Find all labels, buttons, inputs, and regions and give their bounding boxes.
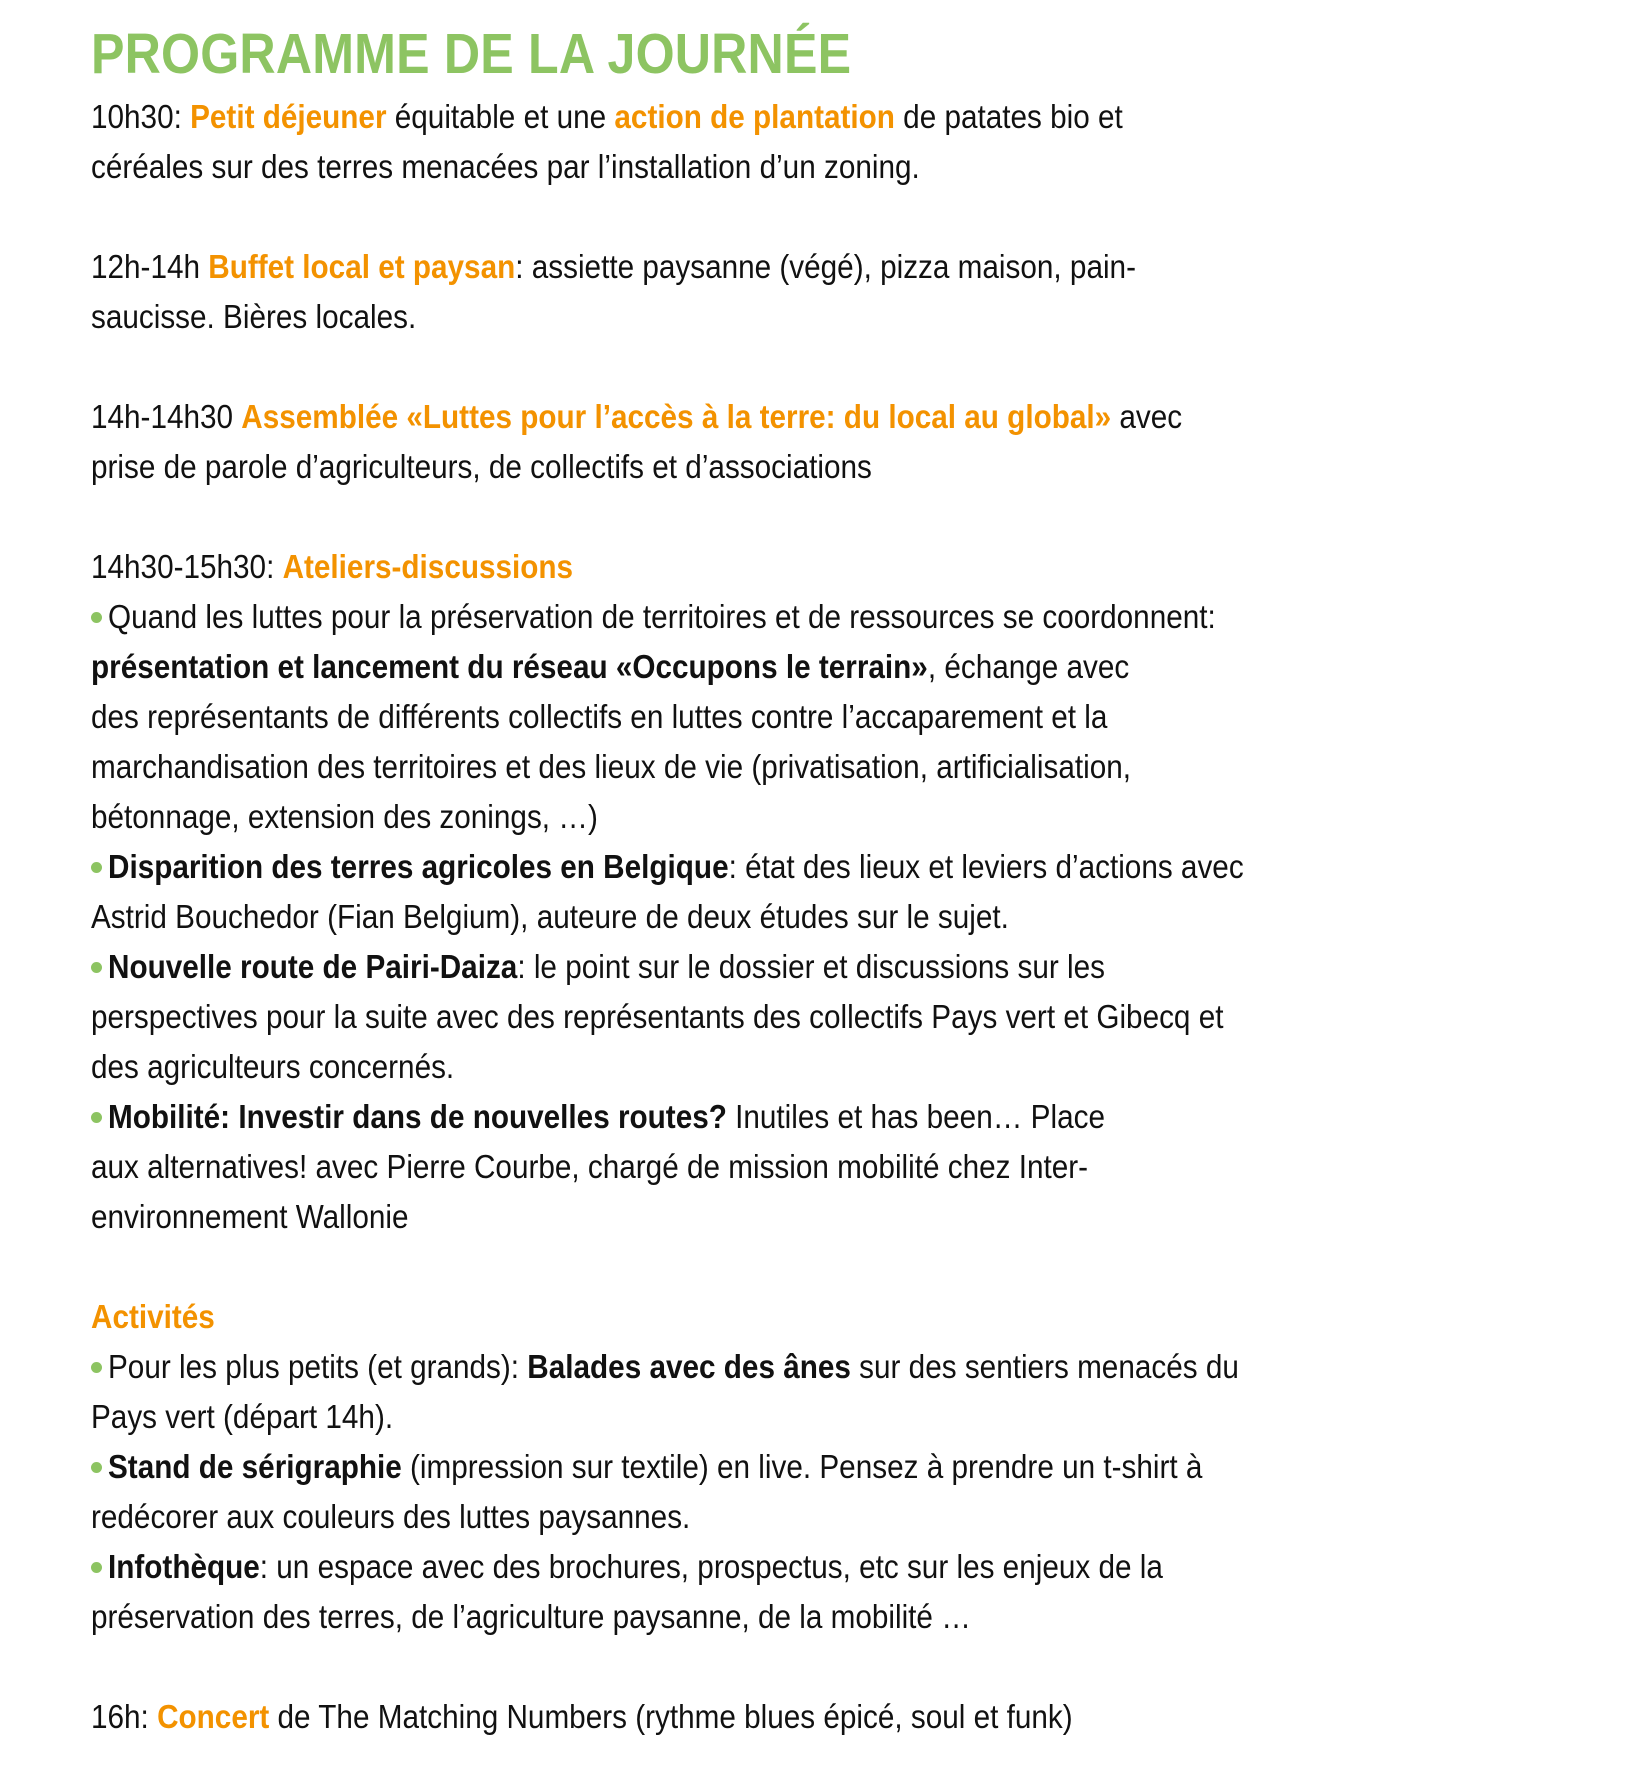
- line-text: [108, 842, 1244, 892]
- body-text: Astrid Bouchedor (Fian Belgium), auteure de deux études sur le sujet.: [91, 898, 1009, 935]
- line-text: [91, 992, 1223, 1042]
- body-text: Pays vert (départ 14h).: [91, 1398, 394, 1435]
- body-text: céréales sur des terres menacées par l’installation d’un zoning.: [91, 148, 920, 185]
- bullet-list-item: [91, 1092, 1591, 1142]
- bullet-list-item: [91, 1342, 1591, 1392]
- bullet-list-item: [91, 1542, 1591, 1592]
- bullet-dot-icon: [91, 1462, 102, 1473]
- body-text: des représentants de différents collectifs en luttes contre l’accaparement et la: [91, 698, 1108, 735]
- body-text: perspectives pour la suite avec des représentants des collectifs Pays vert et Gibecq et: [91, 998, 1224, 1035]
- bullet-list-item: [91, 592, 1591, 642]
- text-line: [91, 442, 1591, 492]
- highlight-orange-text: Activités: [91, 1298, 215, 1335]
- blank-line: [91, 1642, 1591, 1692]
- body-text: : assiette paysanne (végé), pizza maison, pain-: [515, 248, 1136, 285]
- body-text: de The Matching Numbers (rythme blues épicé, soul et funk): [269, 1698, 1073, 1735]
- highlight-orange-text: Concert: [157, 1698, 270, 1735]
- text-line: [91, 1392, 1591, 1442]
- body-text: Quand les luttes pour la préservation de territoires et de ressources se coordonnent:: [108, 598, 1216, 635]
- line-text: [91, 142, 920, 192]
- program-body: [91, 92, 1591, 1742]
- body-text: 12h-14h: [91, 248, 209, 285]
- line-text: [108, 1092, 1105, 1142]
- highlight-orange-text: Petit déjeuner: [190, 98, 387, 135]
- line-text: [91, 642, 1129, 692]
- body-text: saucisse. Bières locales.: [91, 298, 417, 335]
- line-text: [91, 1292, 215, 1342]
- body-text: prise de parole d’agriculteurs, de collectifs et d’associations: [91, 448, 872, 485]
- bullet-dot-icon: [91, 962, 102, 973]
- text-line: [91, 392, 1591, 442]
- line-text: [91, 692, 1107, 742]
- line-text: [91, 242, 1136, 292]
- bold-text: Infothèque: [108, 1548, 260, 1585]
- text-line: [91, 892, 1591, 942]
- body-text: avec: [1111, 398, 1183, 435]
- text-line: [91, 992, 1591, 1042]
- text-line: [91, 1142, 1591, 1192]
- text-line: [91, 1492, 1591, 1542]
- text-line: [91, 1592, 1591, 1642]
- bullet-dot-icon: [91, 1112, 102, 1123]
- body-text: bétonnage, extension des zonings, …): [91, 798, 598, 835]
- body-text: environnement Wallonie: [91, 1198, 409, 1235]
- body-text: 16h:: [91, 1698, 158, 1735]
- text-line: [91, 1692, 1591, 1742]
- text-line: [91, 792, 1591, 842]
- line-text: [91, 442, 872, 492]
- body-text: Inutiles et has been… Place: [726, 1098, 1105, 1135]
- body-text: Pour les plus petits (et grands):: [108, 1348, 528, 1385]
- blank-line: [91, 342, 1591, 392]
- text-line: [91, 542, 1591, 592]
- highlight-orange-text: Assemblée «Luttes pour l’accès à la terre: du local au global»: [241, 398, 1112, 435]
- text-line: [91, 1192, 1591, 1242]
- text-line: [91, 292, 1591, 342]
- line-text: [91, 792, 598, 842]
- body-text: marchandisation des territoires et des lieux de vie (privatisation, artificialisation,: [91, 748, 1131, 785]
- body-text: aux alternatives! avec Pierre Courbe, chargé de mission mobilité chez Inter-: [91, 1148, 1089, 1185]
- line-text: [91, 1692, 1073, 1742]
- body-text: : un espace avec des brochures, prospectus, etc sur les enjeux de la: [259, 1548, 1163, 1585]
- bullet-dot-icon: [91, 612, 102, 623]
- text-line: [91, 642, 1591, 692]
- page-title: PROGRAMME DE LA JOURNÉE: [91, 22, 852, 86]
- line-text: [91, 542, 573, 592]
- body-text: préservation des terres, de l’agriculture paysanne, de la mobilité …: [91, 1598, 971, 1635]
- text-line: [91, 692, 1591, 742]
- line-text: [91, 392, 1182, 442]
- bold-text: Balades avec des ânes: [527, 1348, 851, 1385]
- bold-text: Nouvelle route de Pairi-Daiza: [108, 948, 518, 985]
- line-text: [91, 292, 416, 342]
- line-text: [91, 92, 1123, 142]
- body-text: 14h30-15h30:: [91, 548, 283, 585]
- blank-line: [91, 192, 1591, 242]
- line-text: [108, 1342, 1239, 1392]
- bullet-dot-icon: [91, 862, 102, 873]
- body-text: (impression sur textile) en live. Pensez à prendre un t-shirt à: [401, 1448, 1203, 1485]
- body-text: équitable et une: [386, 98, 615, 135]
- line-text: [91, 742, 1131, 792]
- text-line: [91, 742, 1591, 792]
- blank-line: [91, 1242, 1591, 1292]
- text-line: [91, 142, 1591, 192]
- text-line: [91, 242, 1591, 292]
- body-text: sur des sentiers menacés du: [850, 1348, 1239, 1385]
- body-text: 14h-14h30: [91, 398, 242, 435]
- blank-line: [91, 492, 1591, 542]
- body-text: redécorer aux couleurs des luttes paysannes.: [91, 1498, 691, 1535]
- body-text: : le point sur le dossier et discussions sur les: [517, 948, 1106, 985]
- bullet-list-item: [91, 942, 1591, 992]
- bullet-list-item: [91, 842, 1591, 892]
- line-text: [108, 1542, 1163, 1592]
- text-line: [91, 1292, 1591, 1342]
- line-text: [108, 592, 1216, 642]
- bold-text: Stand de sérigraphie: [108, 1448, 402, 1485]
- text-line: [91, 92, 1591, 142]
- line-text: [91, 1042, 454, 1092]
- line-text: [91, 1592, 971, 1642]
- text-line: [91, 1042, 1591, 1092]
- bold-text: présentation et lancement du réseau «Occupons le terrain»: [91, 648, 928, 685]
- line-text: [91, 1192, 409, 1242]
- bullet-dot-icon: [91, 1362, 102, 1373]
- body-text: 10h30:: [91, 98, 191, 135]
- line-text: [108, 1442, 1202, 1492]
- body-text: de patates bio et: [894, 98, 1123, 135]
- line-text: [91, 1492, 690, 1542]
- bullet-dot-icon: [91, 1562, 102, 1573]
- bold-text: Disparition des terres agricoles en Belgique: [108, 848, 729, 885]
- highlight-orange-text: action de plantation: [614, 98, 895, 135]
- line-text: [91, 1142, 1088, 1192]
- line-text: [91, 892, 1009, 942]
- body-text: des agriculteurs concernés.: [91, 1048, 455, 1085]
- highlight-orange-text: Ateliers-discussions: [282, 548, 574, 585]
- body-text: : état des lieux et leviers d’actions avec: [728, 848, 1244, 885]
- bold-text: Mobilité: Investir dans de nouvelles routes?: [108, 1098, 727, 1135]
- line-text: [108, 942, 1105, 992]
- bullet-list-item: [91, 1442, 1591, 1492]
- body-text: , échange avec: [927, 648, 1130, 685]
- highlight-orange-text: Buffet local et paysan: [208, 248, 516, 285]
- line-text: [91, 1392, 393, 1442]
